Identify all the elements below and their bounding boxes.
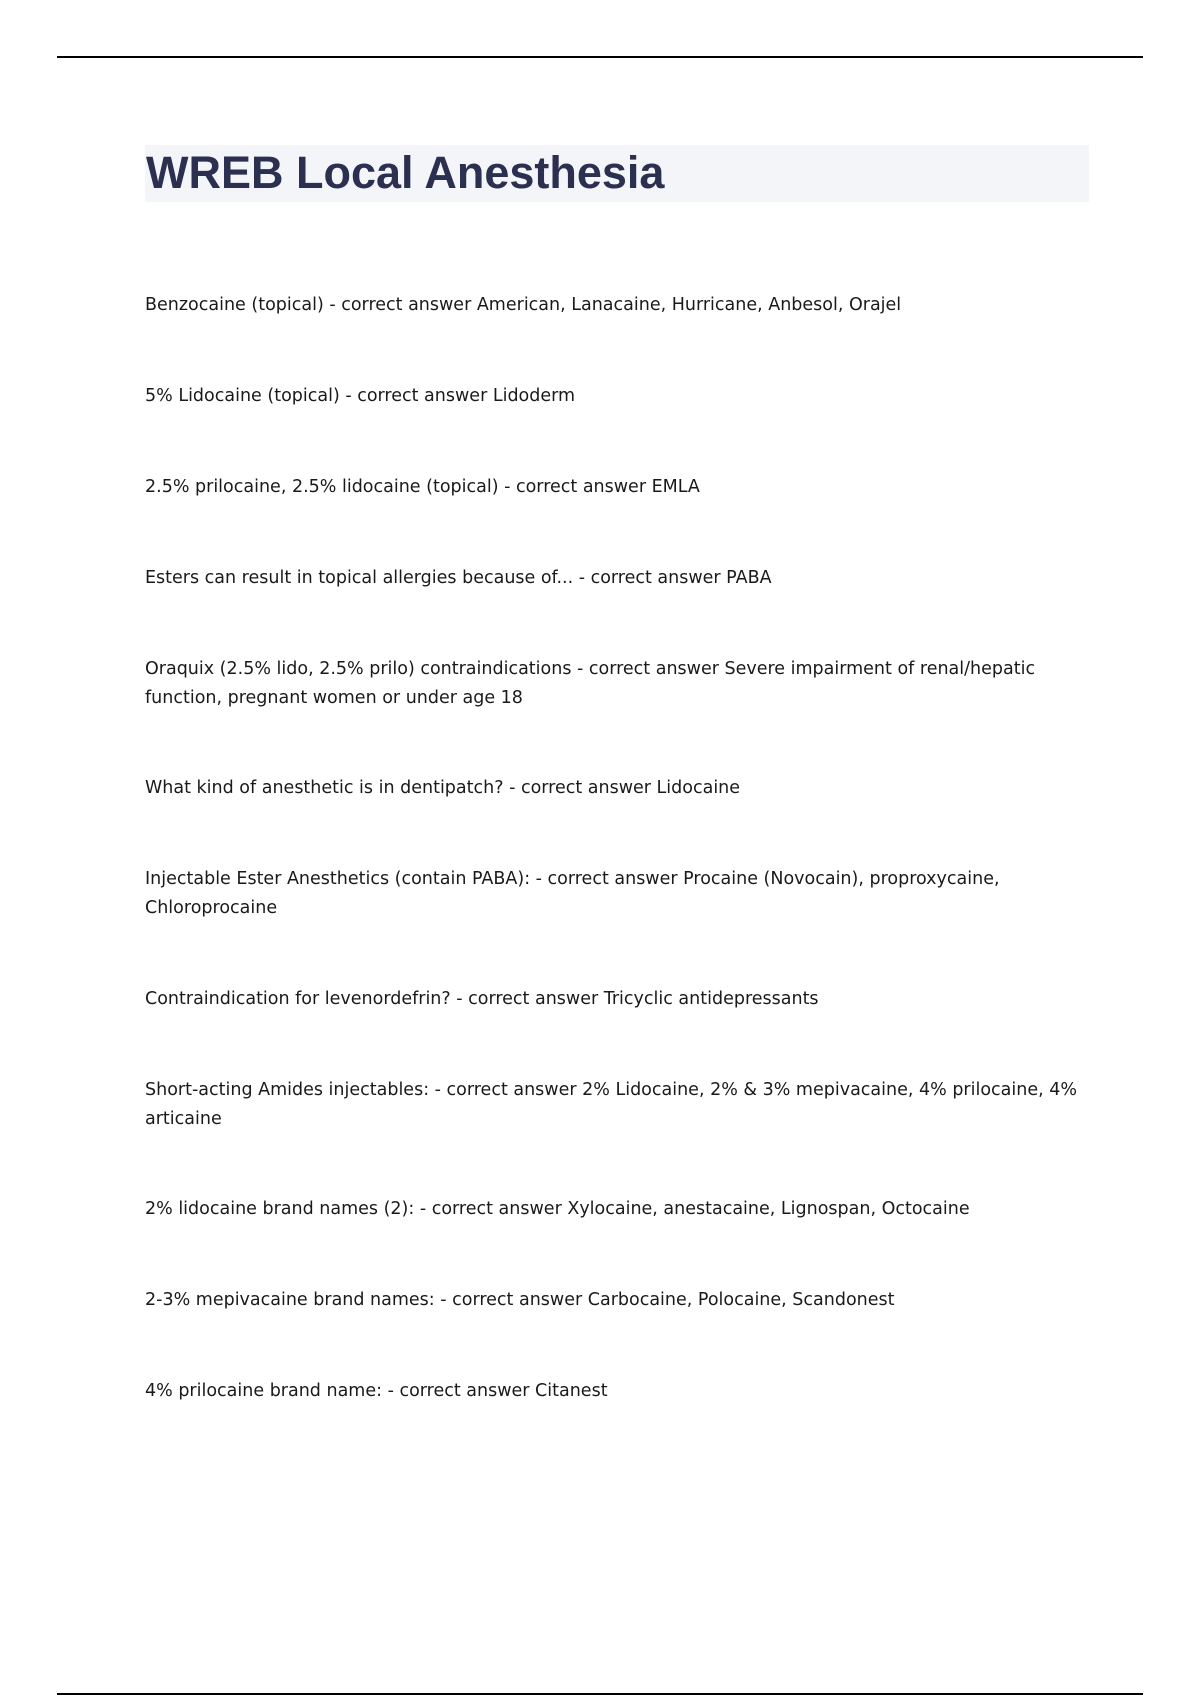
top-rule <box>57 56 1143 58</box>
qa-item: 4% prilocaine brand name: - correct answer Citanest <box>145 1381 608 1401</box>
qa-item: Contraindication for levenordefrin? - correct answer Tricyclic antidepressants <box>145 989 819 1009</box>
qa-item: Benzocaine (topical) - correct answer American, Lanacaine, Hurricane, Anbesol, Orajel <box>145 295 902 315</box>
qa-item: Oraquix (2.5% lido, 2.5% prilo) contraindications - correct answer Severe impairment of renal/hepatic function, pregnant women or under age 18 <box>145 659 1036 708</box>
qa-item: 2.5% prilocaine, 2.5% lidocaine (topical) - correct answer EMLA <box>145 477 700 497</box>
bottom-rule <box>57 1693 1143 1695</box>
qa-item: 5% Lidocaine (topical) - correct answer Lidoderm <box>145 386 576 406</box>
qa-item: Esters can result in topical allergies because of... - correct answer PABA <box>145 568 772 588</box>
qa-item: 2-3% mepivacaine brand names: - correct answer Carbocaine, Polocaine, Scandonest <box>145 1290 895 1310</box>
qa-item: 2% lidocaine brand names (2): - correct answer Xylocaine, anestacaine, Lignospan, Octocaine <box>145 1199 970 1219</box>
page-title: WREB Local Anesthesia <box>146 147 665 198</box>
qa-item: What kind of anesthetic is in dentipatch? - correct answer Lidocaine <box>145 778 741 798</box>
qa-item: Injectable Ester Anesthetics (contain PABA): - correct answer Procaine (Novocain), proproxycaine, Chloroprocaine <box>145 869 1000 918</box>
qa-item: Short-acting Amides injectables: - correct answer 2% Lidocaine, 2% & 3% mepivacaine, 4% prilocaine, 4% articaine <box>145 1080 1078 1129</box>
